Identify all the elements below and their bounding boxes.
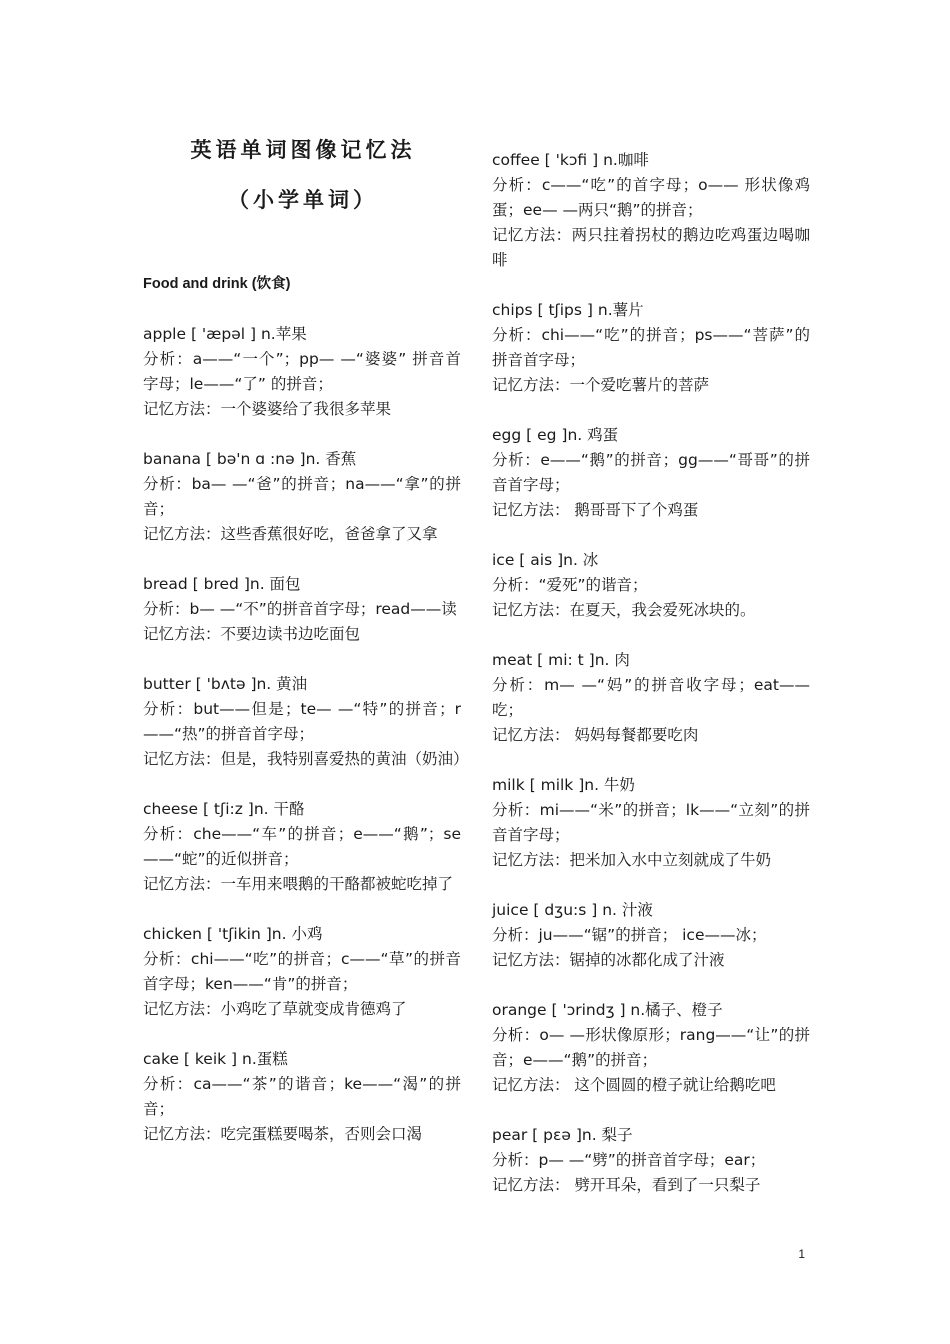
word-heading: chips [ tʃips ] n.薯片	[492, 301, 644, 319]
word-heading: chicken [ 'tʃikin ]n. 小鸡	[143, 925, 323, 943]
word-analysis: 分析：“爱死”的谐音；	[492, 576, 648, 594]
word-entry	[143, 322, 461, 422]
page-number: 1	[798, 1247, 805, 1261]
word-entry	[143, 1047, 461, 1147]
word-analysis: 分析：che——“车”的拼音；e——“鹅”；se——“蛇”的近似拼音；	[143, 825, 461, 868]
word-entry	[492, 1123, 810, 1198]
word-entry	[143, 447, 461, 547]
left-entry-list	[143, 322, 469, 1147]
word-heading: pear [ pɛə ]n. 梨子	[492, 1126, 633, 1144]
word-entry	[492, 548, 810, 623]
word-heading: meat [ mi: t ]n. 肉	[492, 651, 630, 669]
word-memory-method: 记忆方法：这些香蕉很好吃，爸爸拿了又拿	[143, 525, 438, 543]
word-entry	[492, 648, 810, 748]
word-heading: bread [ bred ]n. 面包	[143, 575, 301, 593]
document-subtitle: （小学单词）	[228, 187, 378, 212]
word-analysis: 分析：o— —形状像原形；rang——“让”的拼音；e——“鹅”的拼音；	[492, 1026, 810, 1069]
word-heading: egg [ eg ]n. 鸡蛋	[492, 426, 619, 444]
word-memory-method: 记忆方法：把米加入水中立刻就成了牛奶	[492, 851, 772, 869]
word-heading: cheese [ tʃi:z ]n. 干酪	[143, 800, 305, 818]
section-heading: Food and drink (饮食)	[143, 276, 291, 292]
word-entry	[492, 998, 810, 1098]
word-entry	[492, 898, 810, 973]
word-heading: juice [ dʒu:s ] n. 汁液	[492, 901, 653, 919]
word-memory-method: 记忆方法： 劈开耳朵，看到了一只梨子	[492, 1176, 761, 1194]
right-entry-list	[492, 148, 810, 1198]
word-entry	[143, 797, 461, 897]
word-analysis: 分析：chi——“吃”的拼音；ps——“菩萨”的拼音首字母；	[492, 326, 810, 369]
word-heading: banana [ bə'n ɑ :nə ]n. 香蕉	[143, 450, 357, 468]
word-memory-method: 记忆方法： 鹅哥哥下了个鸡蛋	[492, 501, 699, 519]
document-title: 英语单词图像记忆法	[190, 137, 416, 162]
word-analysis: 分析：mi——“米”的拼音；lk——“立刻”的拼音首字母；	[492, 801, 810, 844]
word-analysis: 分析：but——但是；te— —“特”的拼音；r——“热”的拼音首字母；	[143, 700, 461, 743]
word-memory-method: 记忆方法：不要边读书边吃面包	[143, 625, 361, 643]
word-entry	[492, 423, 810, 523]
word-analysis: 分析：chi——“吃”的拼音；c——“草”的拼音首字母；ken——“肯”的拼音；	[143, 950, 461, 993]
word-entry	[143, 922, 461, 1022]
word-analysis: 分析：p— —“劈”的拼音首字母；ear；	[492, 1151, 766, 1169]
word-entry	[143, 572, 461, 647]
word-memory-method: 记忆方法：锯掉的冰都化成了汁液	[492, 951, 725, 969]
word-heading: butter [ 'bʌtə ]n. 黄油	[143, 675, 308, 693]
left-column	[143, 272, 469, 1172]
word-heading: ice [ ais ]n. 冰	[492, 551, 599, 569]
word-memory-method: 记忆方法：两只拄着拐杖的鹅边吃鸡蛋边喝咖啡	[492, 226, 810, 269]
word-heading: cake [ keik ] n.蛋糕	[143, 1050, 288, 1068]
word-memory-method: 记忆方法： 妈妈每餐都要吃肉	[492, 726, 699, 744]
word-analysis: 分析：e——“鹅”的拼音；gg——“哥哥”的拼音首字母；	[492, 451, 810, 494]
word-memory-method: 记忆方法：但是，我特别喜爱热的黄油（奶油）	[143, 750, 469, 768]
word-memory-method: 记忆方法：在夏天，我会爱死冰块的。	[492, 601, 756, 619]
word-entry	[492, 773, 810, 873]
word-analysis: 分析：m— —“妈”的拼音收字母；eat——吃；	[492, 676, 810, 719]
word-analysis: 分析：c——“吃”的首字母；o—— 形状像鸡蛋；ee— —两只“鹅”的拼音；	[492, 176, 810, 219]
word-analysis: 分析：ju——“锯”的拼音； ice——冰；	[492, 926, 767, 944]
word-entry	[143, 672, 469, 772]
word-memory-method: 记忆方法：吃完蛋糕要喝茶，否则会口渴	[143, 1125, 423, 1143]
word-analysis: 分析：b— —“不”的拼音首字母；read——读	[143, 600, 457, 618]
word-memory-method: 记忆方法：一个婆婆给了我很多苹果	[143, 400, 392, 418]
word-analysis: 分析：ba— —“爸”的拼音；na——“拿”的拼音；	[143, 475, 461, 518]
word-heading: milk [ milk ]n. 牛奶	[492, 776, 635, 794]
word-analysis: 分析：ca——“茶”的谐音；ke——“渴”的拼音；	[143, 1075, 461, 1118]
word-memory-method: 记忆方法：一个爱吃薯片的菩萨	[492, 376, 710, 394]
word-heading: orange [ 'ɔrindʒ ] n.橘子、橙子	[492, 1001, 723, 1019]
word-memory-method: 记忆方法： 这个圆圆的橙子就让给鹅吃吧	[492, 1076, 776, 1094]
word-analysis: 分析：a——“一个”；pp— —“婆婆” 拼音首字母；le——“了” 的拼音；	[143, 350, 461, 393]
word-heading: coffee [ 'kɔfi ] n.咖啡	[492, 151, 649, 169]
word-heading: apple [ 'æpəl ] n.苹果	[143, 325, 307, 343]
word-memory-method: 记忆方法：一车用来喂鹅的干酪都被蛇吃掉了	[143, 875, 454, 893]
word-memory-method: 记忆方法：小鸡吃了草就变成肯德鸡了	[143, 1000, 407, 1018]
word-entry	[492, 298, 810, 398]
word-entry	[492, 148, 810, 273]
right-column	[492, 148, 810, 1223]
